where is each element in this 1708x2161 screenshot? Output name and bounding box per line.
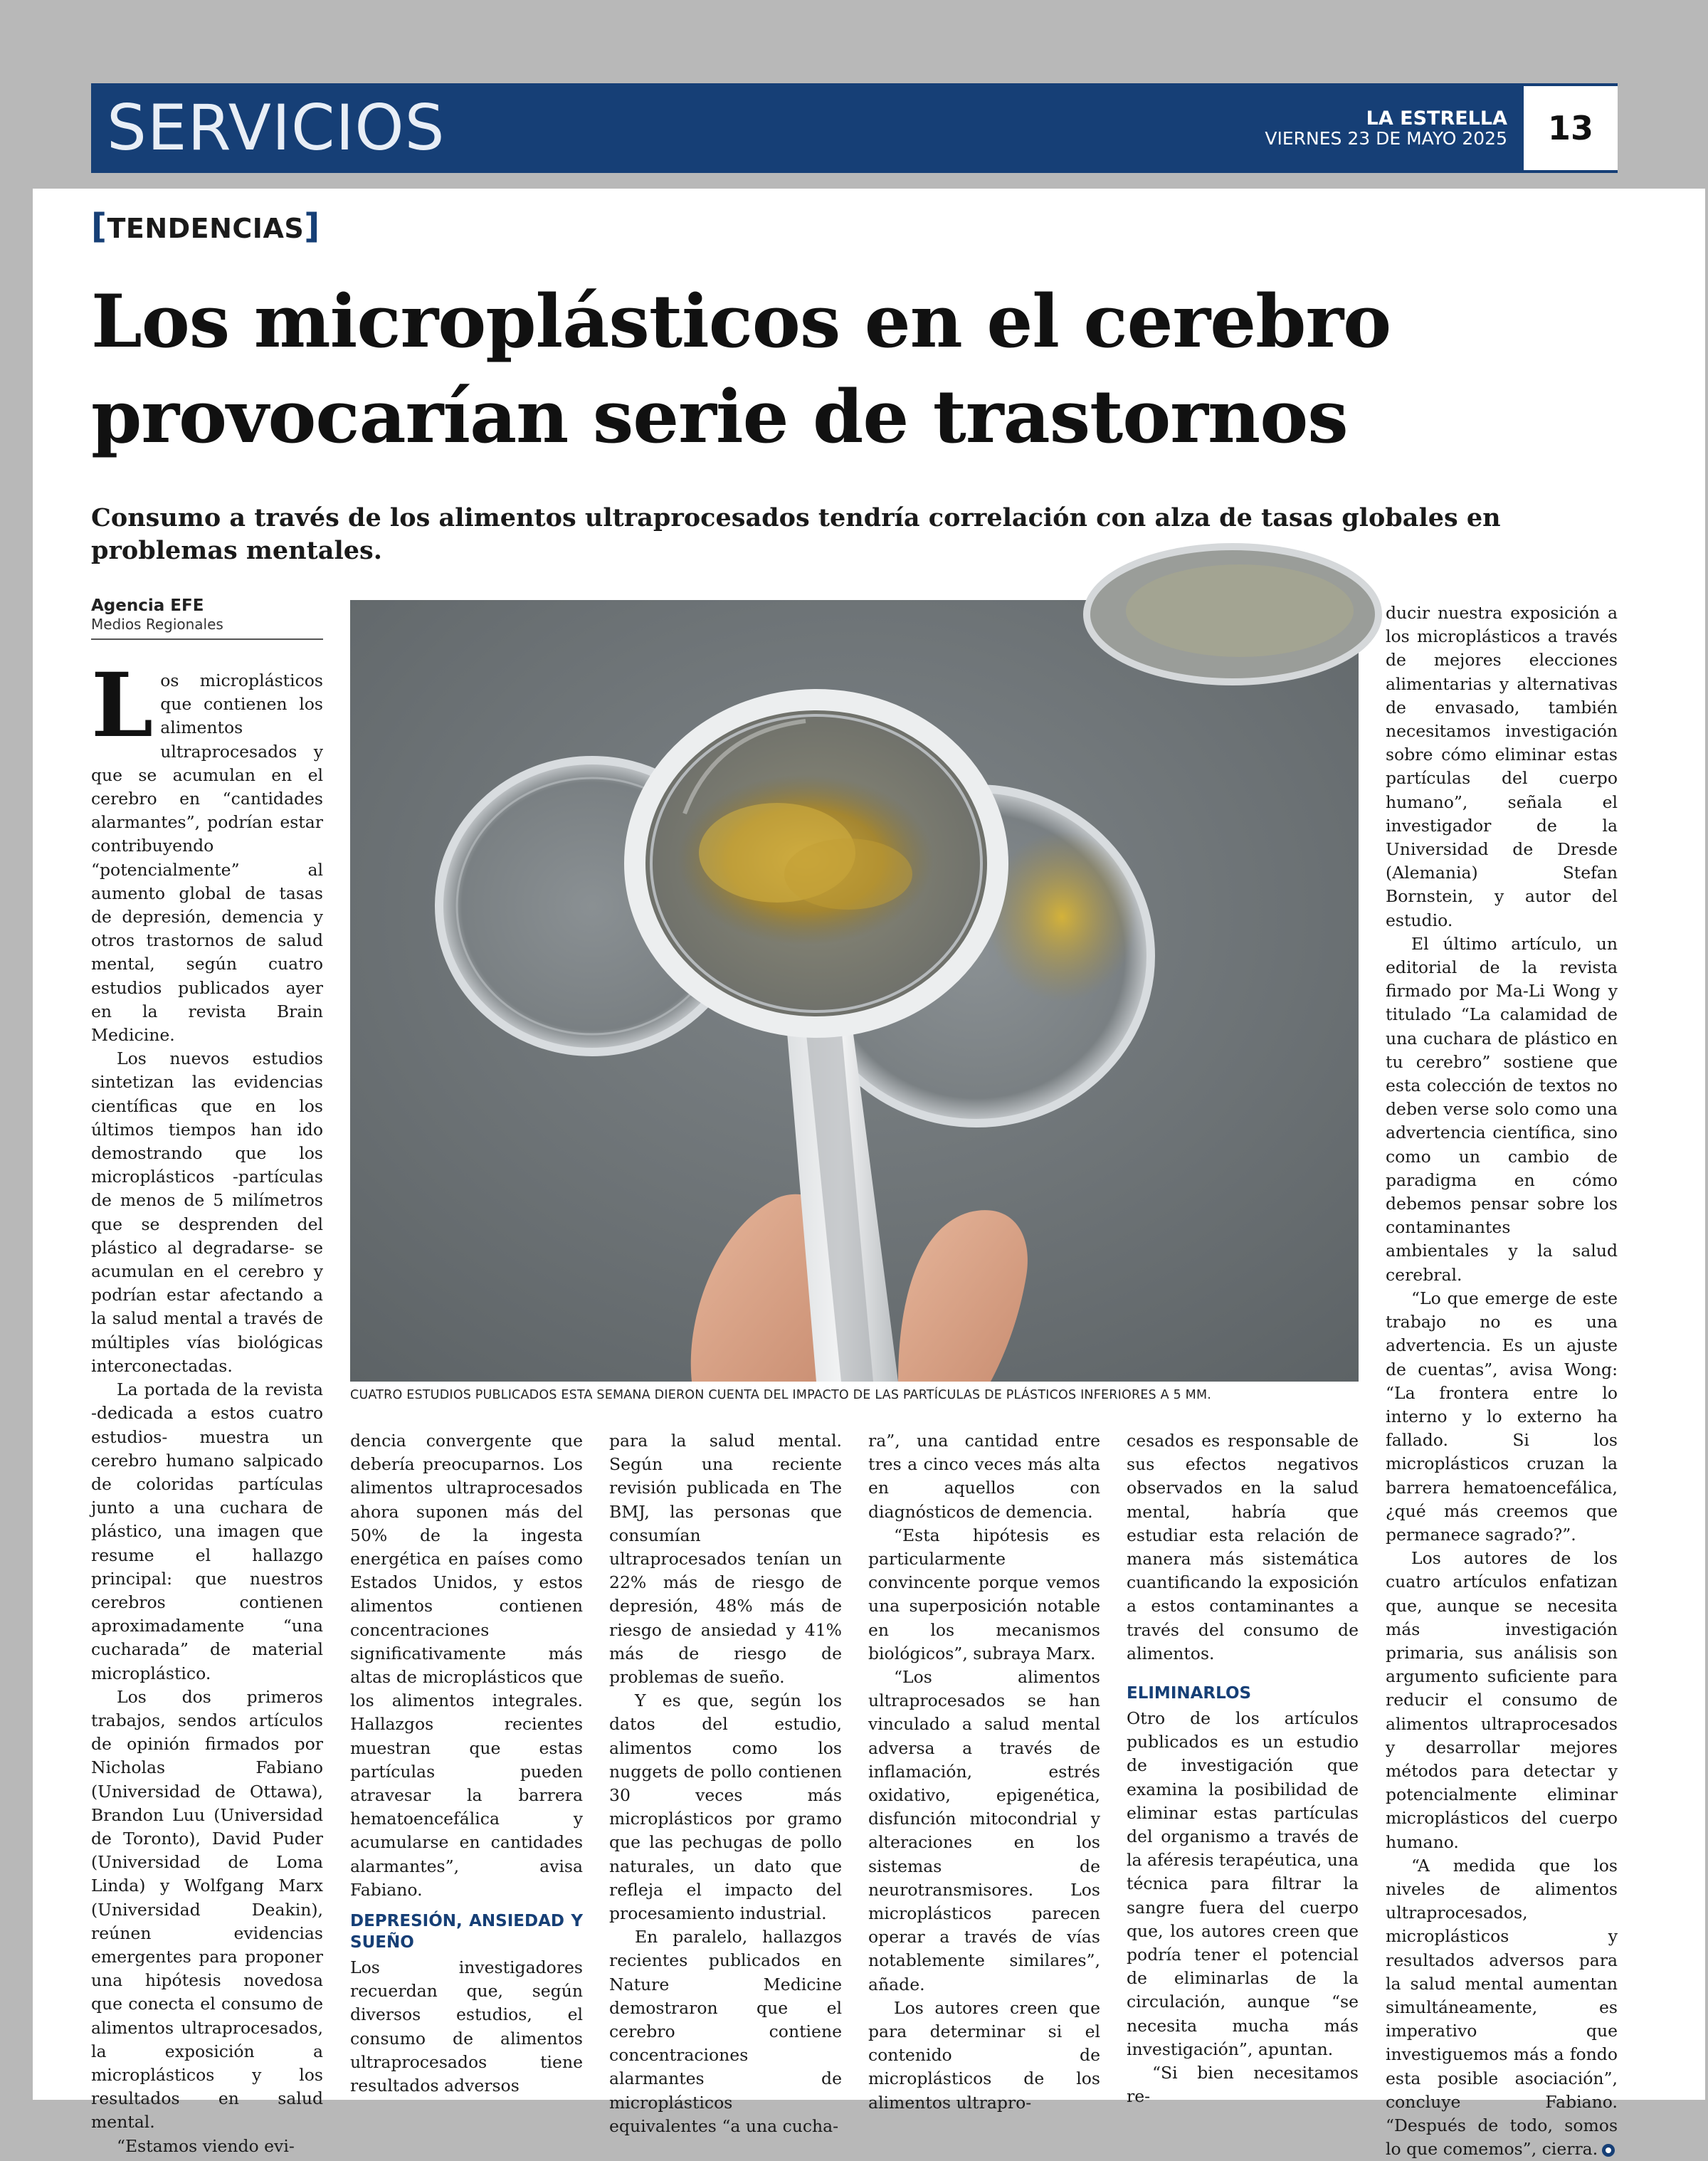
column-1-paragraph-1 [91, 654, 323, 1047]
column-4-paragraph-2: “Esta hipótesis es particularmente convincente porque vemos una superposición notable en los mecanismos biológicos”, subraya Marx. [868, 1525, 1100, 1663]
drop-cap: L [91, 654, 154, 757]
article-column-1 [91, 654, 323, 2156]
column-4-paragraph-1: ra”, una cantidad entre tres a cinco veces más alta en aquellos con diagnósticos de demencia. [868, 1431, 1100, 1522]
byline-subtitle: Medios Regionales [91, 616, 223, 633]
magnifying-glass-photo [350, 600, 1359, 1382]
article-photo [350, 600, 1359, 1382]
article-column-5 [1127, 1429, 1359, 2107]
section-title: SERVICIOS [107, 91, 446, 164]
article-column-6 [1386, 601, 1618, 2160]
article-column-3 [609, 1429, 842, 2136]
byline-agency: Agencia EFE [91, 596, 204, 615]
column-4-paragraph-4: Los autores creen que para determinar si el contenido de microplásticos de los alimentos ultrapro- [868, 1997, 1100, 2113]
column-3-paragraph-2: Y es que, según los datos del estudio, alimentos como los nuggets de pollo contienen 30 veces más microplásticos por gramo que las pechugas de pollo naturales, un dato que refleja el impacto del procesamiento industrial. [609, 1691, 842, 1924]
column-6-paragraph-4: Los autores de los cuatro artículos enfatizan que, aunque se necesita más investigación primaria, sus análisis son argumento suficiente para reducir el consumo de alimentos ultraprocesados y desarrollar mejores métodos para detectar y potencialmente eliminar microplásticos del cuerpo humano. [1386, 1548, 1618, 1852]
column-1-paragraph-4: Los dos primeros trabajos, sendos artículos de opinión firmados por Nicholas Fabiano (Universidad de Ottawa), Brandon Luu (Universidad de Toronto), David Puder (Universidad de Loma Linda) y Wolfgang Marx (Universidad Deakin), reúnen evidencias emergentes para proponer una hipótesis novedosa que conecta el consumo de alimentos ultraprocesados, la exposición a microplásticos y los resultados en salud mental. [91, 1686, 323, 2133]
end-of-article-icon [1602, 2144, 1615, 2157]
page-number: 13 [1547, 109, 1593, 147]
column-6-paragraph-2: El último artículo, un editorial de la revista firmado por Ma-Li Wong y titulado “La calamidad de una cuchara de plástico en tu cerebro” sostiene que esta colección de textos no deben verse solo como una advertencia científica, sino como un cambio de paradigma en cómo debemos pensar sobre los contaminantes ambientales y la salud cerebral. [1386, 933, 1618, 1285]
column-4-paragraph-3: “Los alimentos ultraprocesados se han vinculado a salud mental adversa a través de inflamación, estrés oxidativo, epigenética, disfunción mitocondrial y alteraciones en los sistemas de neurotransmisores. Los microplásticos parecen operar a través de vías notablemente similares”, añade. [868, 1667, 1100, 1994]
headline-line-2: provocarían serie de trastornos [91, 374, 1348, 460]
column-6-paragraph-5-text: “A medida que los niveles de alimentos ultraprocesados, microplásticos y resultados adversos para la salud mental aumentan simultáneamente, es imperativo que investiguemos más a fondo esta posible asociación”, concluye Fabiano. “Después de todo, somos lo que comemos”, cierra. [1386, 1855, 1618, 2160]
column-6-paragraph-5 [1386, 1854, 1618, 2161]
subheadline: Consumo a través de los alimentos ultraprocesados tendría correlación con alza de tasas globales en problemas mentales. [91, 503, 1501, 565]
issue-date: VIERNES 23 DE MAYO 2025 [1265, 128, 1507, 149]
article-column-2 [350, 1429, 583, 2096]
column-1-paragraph-3: La portada de la revista -dedicada a estos cuatro estudios- muestra un cerebro humano salpicado de coloridas partículas junto a una cuchara de plástico, una imagen que resume el hallazgo principal: que nuestros cerebros contienen aproximadamente “una cucharada” de material microplástico. [91, 1379, 323, 1683]
masthead-brand [1265, 109, 1507, 149]
subhead-depresion-ansiedad-sueno: DEPRESIÓN, ANSIEDAD Y SUEÑO [350, 1912, 583, 1952]
headline [91, 274, 1621, 465]
kicker-label: TENDENCIAS [107, 213, 305, 244]
kicker [91, 206, 320, 246]
kicker-bracket-open: [ [91, 206, 107, 246]
article-column-4 [868, 1429, 1100, 2113]
column-6-paragraph-1: ducir nuestra exposición a los microplásticos a través de mejores elecciones alimentarias y alternativas de envasado, también necesitamos investigación sobre cómo eliminar estas partículas del cuerpo humano”, señala el investigador de la Universidad de Dresde (Alemania) Stefan Bornstein, y autor del estudio. [1386, 603, 1618, 930]
column-5-paragraph-3: “Si bien necesitamos re- [1127, 2063, 1359, 2107]
column-6-paragraph-3: “Lo que emerge de este trabajo no es una advertencia. Es un ajuste de cuentas”, avisa Wong: “La frontera entre lo interno y lo externo ha fallado. Si los microplásticos cruzan la barrera hematoencefálica, ¿qué más creemos que permanece sagrado?”. [1386, 1288, 1618, 1545]
column-1-paragraph-5: “Estamos viendo evi- [117, 2135, 295, 2156]
column-5-paragraph-2: Otro de los artículos publicados es un estudio de investigación que examina la posibilidad de eliminar estas partículas del organismo a través de la aféresis terapéutica, una técnica para filtrar la sangre fuera del cuerpo que, los autores creen que podría tener el potencial de eliminarlas de la circulación, aunque “se necesita mucha más investigación”, apuntan. [1127, 1708, 1359, 2059]
subhead-eliminarlos: ELIMINARLOS [1127, 1684, 1252, 1703]
column-3-paragraph-1: para la salud mental. Según una reciente revisión publicada en The BMJ, las personas que consumían ultraprocesados tenían un 22% más de riesgo de depresión, 48% más de riesgo de ansiedad y 41% más de riesgo de problemas de sueño. [609, 1431, 842, 1688]
newspaper-name: LA ESTRELLA [1366, 107, 1507, 130]
column-1-paragraph-1-text: os microplásticos que contienen los alimentos ultraprocesados y que se acumulan en el cerebro en “cantidades alarmantes”, podrían estar contribuyendo “potencialmente” al aumento global de tasas de depresión, demencia y otros trastornos de salud mental, según cuatro estudios publicados ayer en la revista Brain Medicine. [91, 671, 323, 1046]
column-2-paragraph-1: dencia convergente que debería preocuparnos. Los alimentos ultraprocesados ahora suponen más del 50% de la ingesta energética en países como Estados Unidos, y estos alimentos contienen concentraciones significativamente más altas de microplásticos que los alimentos integrales. Hallazgos recientes muestran que estas partículas pueden atravesar la barrera hematoencefálica y acumularse en cantidades alarmantes”, avisa Fabiano. [350, 1431, 583, 1900]
column-1-paragraph-2: Los nuevos estudios sintetizan las evidencias científicas que en los últimos tiempos han ido demostrando que los microplásticos -partículas de menos de 5 milímetros que se desprenden del plástico al degradarse- se acumulan en el cerebro y podrían estar afectando a la salud mental a través de múltiples vías biológicas interconectadas. [91, 1048, 323, 1376]
headline-line-1: Los microplásticos en el cerebro [91, 279, 1391, 364]
column-3-paragraph-3: En paralelo, hallazgos recientes publicados en Nature Medicine demostraron que el cerebro contiene concentraciones alarmantes de microplásticos equivalentes “a una cucha- [609, 1927, 842, 2136]
column-2-paragraph-2: Los investigadores recuerdan que, según diversos estudios, el consumo de alimentos ultraprocesados tiene resultados adversos [350, 1957, 583, 2096]
photo-caption: CUATRO ESTUDIOS PUBLICADOS ESTA SEMANA DIERON CUENTA DEL IMPACTO DE LAS PARTÍCULAS DE PLÁSTICOS INFERIORES A 5 MM. [350, 1388, 1212, 1402]
page-number-box [1524, 83, 1618, 173]
column-5-paragraph-1: cesados es responsable de sus efectos negativos observados en la salud mental, habría que estudiar esta relación de manera más sistemática cuantificando la exposición a estos contaminantes a través del consumo de alimentos. [1127, 1431, 1359, 1663]
byline [91, 596, 323, 640]
kicker-bracket-close: ] [304, 206, 320, 246]
